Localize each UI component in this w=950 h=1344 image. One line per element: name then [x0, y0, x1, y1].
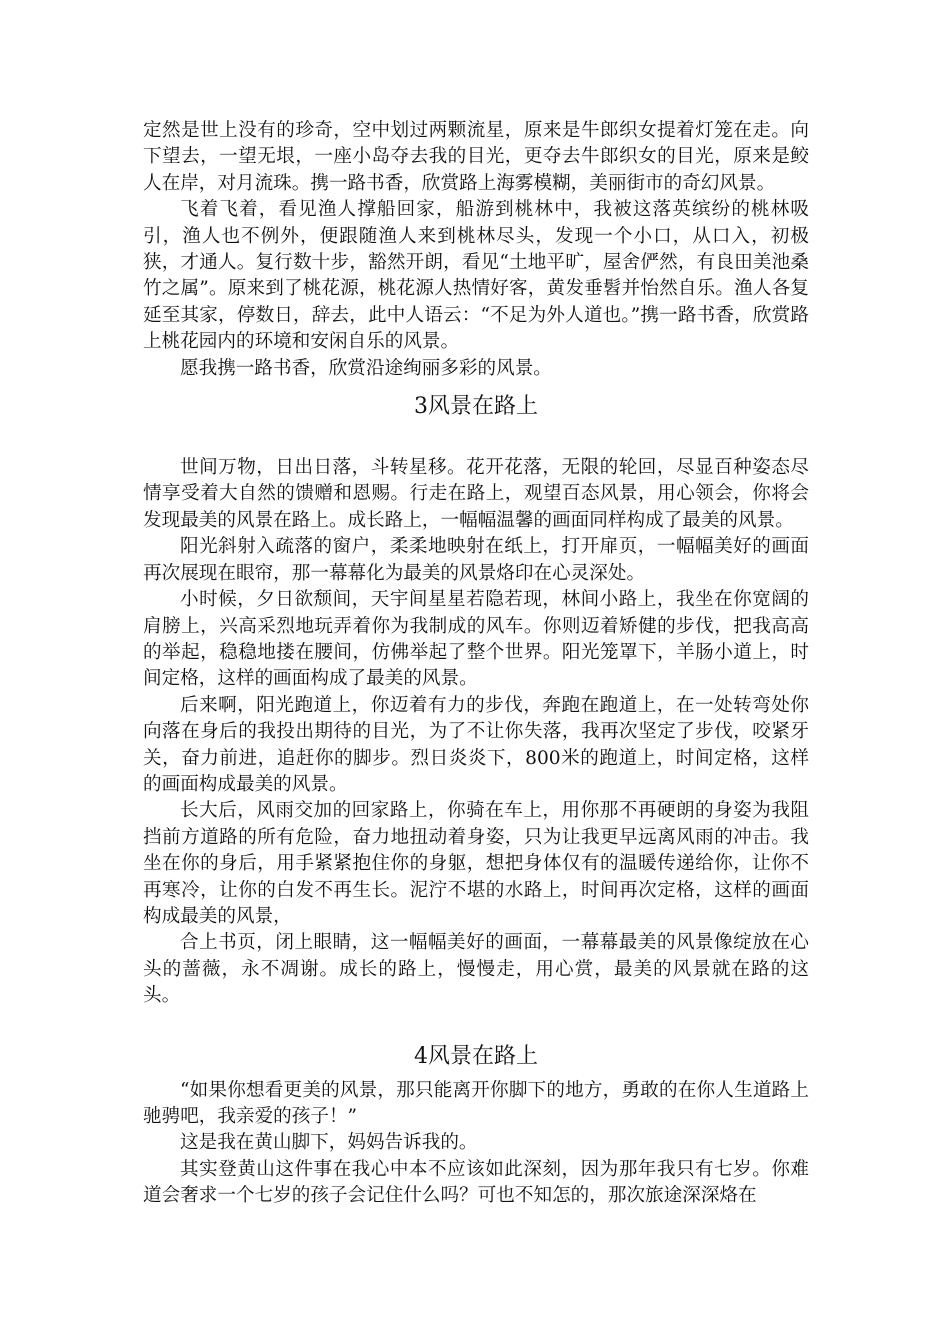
section-title: 3风景在路上 — [414, 394, 538, 420]
paragraph: 小时候，夕日欲颓间，天宇间星星若隐若现，林间小路上，我坐在你宽阔的肩膀上，兴高采烈地玩弄着你为我制成的风车。你则迈着矫健的步伐，把我高高的举起，稳稳地搂在腰间，仿佛举起了整个世界。阳光笼罩下，羊肠小道上，时间定格，这样的画面构成了最美的风景。 — [143, 589, 809, 690]
paragraph: 后来啊，阳光跑道上，你迈着有力的步伐，奔跑在跑道上，在一处转弯处你向落在身后的我投出期待的目光，为了不让你失落，我再次坚定了步伐，咬紧牙关，奋力前进，追赶你的脚步。烈日炎炎下，800米的跑道上，时间定格，这样的画面构成最美的风景。 — [143, 694, 809, 795]
paragraph: “如果你想看更美的风景，那只能离开你脚下的地方，勇敢的在你人生道路上驰骋吧，我亲爱的孩子！” — [143, 1079, 809, 1127]
paragraph: 愿我携一路书香，欣赏沿途绚丽多彩的风景。 — [180, 357, 552, 379]
paragraph: 长大后，风雨交加的回家路上，你骑在车上，用你那不再硬朗的身姿为我阻挡前方道路的所有危险，奋力地扭动着身姿，只为让我更早远离风雨的冲击。我坐在你的身后，用手紧紧抱住你的身躯，想把身体仅有的温暖传递给你，让你不再寒冷，让你的白发不再生长。泥泞不堪的水路上，时间再次定格，这样的画面构成最美的风景， — [143, 800, 809, 927]
paragraph: 阳光斜射入疏落的窗户，柔柔地映射在纸上，打开扉页，一幅幅美好的画面再次展现在眼帘，那一幕幕化为最美的风景烙印在心灵深处。 — [143, 536, 809, 584]
paragraph: 飞着飞着，看见渔人撑船回家，船游到桃林中，我被这落英缤纷的桃林吸引，渔人也不例外，便跟随渔人来到桃林尽头，发现一个小口，从口入，初极狭，才通人。复行数十步，豁然开朗，看见“土地平旷，屋舍俨然，有良田美池桑竹之属”。原来到了桃花源，桃花源人热情好客，黄发垂髫并怡然自乐。渔人各复延至其家，停数日，辞去，此中人语云：“不足为外人道也。”携一路书香，欣赏路上桃花园内的环境和安闲自乐的风景。 — [143, 199, 809, 353]
paragraph: 世间万物，日出日落，斗转星移。花开花落，无限的轮回，尽显百种姿态尽情享受着大自然的馈赠和恩赐。行走在路上，观望百态风景，用心领会，你将会发现最美的风景在路上。成长路上，一幅幅温馨的画面同样构成了最美的风景。 — [143, 457, 809, 531]
paragraph: 合上书页，闭上眼睛，这一幅幅美好的画面，一幕幕最美的风景像绽放在心头的蔷薇，永不凋谢。成长的路上，慢慢走，用心赏，最美的风景就在路的这头。 — [143, 932, 809, 1007]
paragraph: 这是我在黄山脚下，妈妈告诉我的。 — [180, 1132, 478, 1154]
document-page — [143, 118, 809, 1210]
paragraph: 其实登黄山这件事在我心中本不应该如此深刻，因为那年我只有七岁。你难道会奢求一个七岁的孩子会记住什么吗？可也不知怎的，那次旅途深深烙在 — [143, 1158, 809, 1207]
paragraph: 定然是世上没有的珍奇，空中划过两颗流星，原来是牛郎织女提着灯笼在走。向下望去，一望无垠，一座小岛夺去我的目光，更夺去牛郎织女的目光，原来是鲛人在岸，对月流珠。携一路书香，欣赏路上海雾模糊，美丽街市的奇幻风景。 — [143, 120, 809, 194]
section-title: 4风景在路上 — [414, 1043, 538, 1069]
